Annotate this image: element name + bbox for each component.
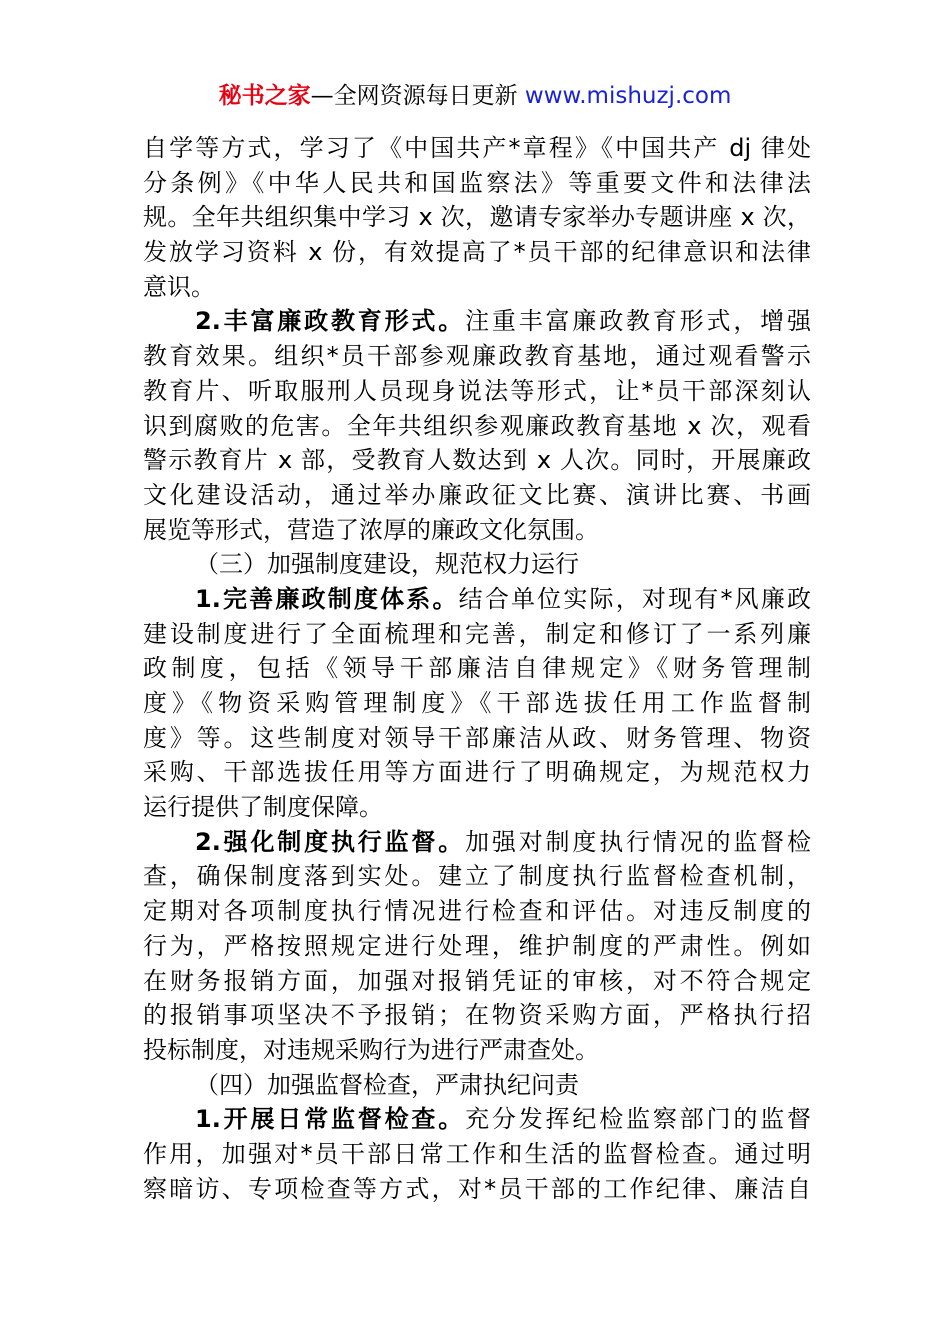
site-url-link[interactable]: www.mishuzj.com [524, 83, 732, 109]
line-text: 建设制度进行了全面梳理和完善，制定和修订了一系列廉 [143, 619, 811, 648]
line-text: 的报销事项坚决不予报销；在物资采购方面，严格执行招 [143, 1001, 811, 1030]
paragraph-heading: 2.丰富廉政教育形式。 [195, 307, 466, 336]
text-line [143, 582, 811, 617]
text-line [143, 339, 811, 374]
line-text: 加强对制度执行情况的监督检 [465, 827, 811, 856]
text-line [143, 1102, 811, 1137]
text-line [143, 131, 811, 166]
line-text: 教育效果。组织*员干部参观廉政教育基地，通过观看警示 [143, 342, 811, 371]
text-line [143, 374, 811, 409]
line-text: 运行提供了制度保障。 [143, 793, 383, 822]
text-line [143, 478, 811, 513]
line-text: （三）加强制度建设，规范权力运行 [195, 550, 579, 579]
line-text: 定期对各项制度执行情况进行检查和评估。对违反制度的 [143, 897, 811, 926]
text-line [143, 859, 811, 894]
line-text: 识到腐败的危害。全年共组织参观廉政教育基地 x 次，观看 [143, 411, 811, 440]
line-text: 投标制度，对违规采购行为进行严肃查处。 [143, 1035, 599, 1064]
line-text: 政制度，包括《领导干部廉洁自律规定》《财务管理制 [143, 654, 811, 683]
line-text: 警示教育片 x 部，受教育人数达到 x 人次。同时，开展廉政 [143, 446, 811, 475]
line-text: 意识。 [143, 272, 215, 301]
text-line [143, 998, 811, 1033]
line-text: 规。全年共组织集中学习 x 次，邀请专家举办专题讲座 x 次， [143, 203, 811, 232]
text-line [143, 547, 811, 582]
text-line [143, 304, 811, 339]
text-line [143, 964, 811, 999]
line-text: 在财务报销方面，加强对报销凭证的审核，对不符合规定 [143, 966, 811, 995]
text-line [143, 1172, 811, 1207]
text-line [143, 1068, 811, 1103]
line-text: 分条例》《中华人民共和国监察法》等重要文件和法律法 [143, 168, 811, 197]
text-line [143, 721, 811, 756]
line-text: 察暗访、专项检查等方式，对*员干部的工作纪律、廉洁自 [143, 1174, 811, 1203]
text-line [143, 929, 811, 964]
text-line [143, 617, 811, 652]
paragraph-heading: 2.强化制度执行监督。 [195, 827, 466, 856]
line-text: 教育片、听取服刑人员现身说法等形式，让*员干部深刻认 [143, 376, 811, 405]
text-line [143, 513, 811, 548]
line-text: 充分发挥纪检监察部门的监督 [465, 1105, 811, 1134]
document-body [143, 131, 811, 1206]
line-text: 作用，加强对*员干部日常工作和生活的监督检查。通过明 [143, 1139, 811, 1168]
paragraph-heading: 1.开展日常监督检查。 [195, 1105, 466, 1134]
line-text: （四）加强监督检查，严肃执纪问责 [195, 1070, 579, 1099]
text-line [143, 1033, 811, 1068]
text-line [143, 166, 811, 201]
line-text: 度》《物资采购管理制度》《干部选拔任用工作监督制 [143, 689, 811, 717]
text-line [143, 409, 811, 444]
text-line [143, 270, 811, 305]
line-text: 自学等方式，学习了《中国共产*章程》《中国共产 dj 律处 [143, 134, 811, 162]
brand-name: 秘书之家 [218, 83, 311, 109]
line-text: 结合单位实际，对现有*风廉政 [458, 584, 811, 613]
line-text: 行为，严格按照规定进行处理，维护制度的严肃性。例如 [143, 931, 811, 960]
text-line [143, 790, 811, 825]
line-text: 展览等形式，营造了浓厚的廉政文化氛围。 [143, 515, 599, 544]
text-line [143, 1137, 811, 1172]
text-line [143, 651, 811, 686]
line-text: 注重丰富廉政教育形式，增强 [465, 307, 811, 336]
header-tagline: —全网资源每日更新 [310, 83, 525, 109]
text-line [143, 200, 811, 235]
text-line [143, 686, 811, 721]
site-header [0, 80, 950, 112]
paragraph-heading: 1.完善廉政制度体系。 [195, 584, 459, 613]
text-line [143, 443, 811, 478]
text-line [143, 235, 811, 270]
line-text: 文化建设活动，通过举办廉政征文比赛、演讲比赛、书画 [143, 480, 811, 509]
text-line [143, 755, 811, 790]
text-line [143, 825, 811, 860]
line-text: 度》等。这些制度对领导干部廉洁从政、财务管理、物资 [143, 723, 811, 752]
line-text: 发放学习资料 x 份，有效提高了*员干部的纪律意识和法律 [143, 238, 811, 267]
text-line [143, 894, 811, 929]
line-text: 查，确保制度落到实处。建立了制度执行监督检查机制， [143, 862, 811, 891]
line-text: 采购、干部选拔任用等方面进行了明确规定，为规范权力 [143, 758, 811, 787]
